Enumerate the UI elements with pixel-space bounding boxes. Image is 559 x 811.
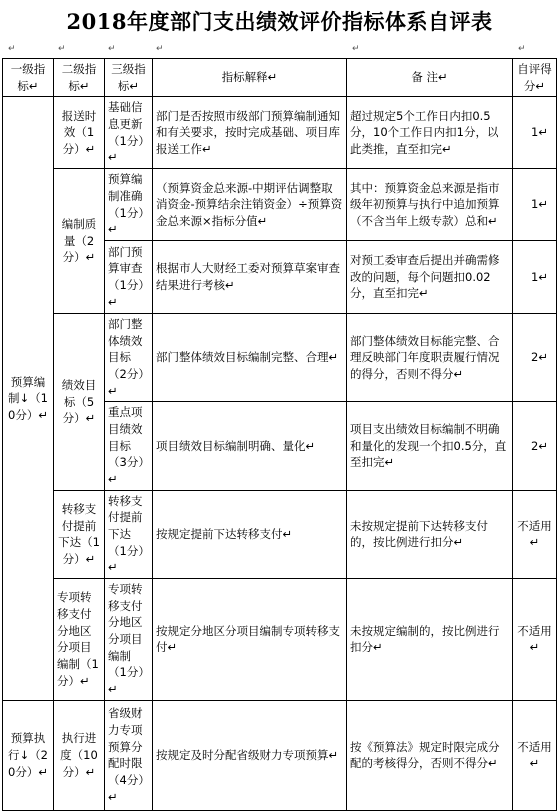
level3-cell: 专项转移支付分地区分项目编制（1分）↵ [105,579,153,701]
note-cell: 部门整体绩效目标能完整、合理反映部门年度职责履行情况的得分，否则不得分↵ [347,314,513,402]
level3-cell: 转移支付提前下达（1分）↵ [105,490,153,578]
score-cell: 1↵ [513,241,557,314]
paragraph-mark: ↵ [8,44,16,54]
explanation-cell: 项目绩效目标编制明确、量化↵ [153,402,347,490]
explanation-cell: 按规定提前下达转移支付↵ [153,490,347,578]
score-cell: 2↵ [513,314,557,402]
explanation-cell: 部门整体绩效目标编制完整、合理↵ [153,314,347,402]
header-note: 备 注↵ [347,59,513,97]
table-row [3,490,557,578]
paragraph-mark: ↵ [518,44,526,54]
table-row [3,169,557,241]
evaluation-table [2,58,557,811]
level3-cell: 基础信息更新（1分）↵ [105,97,153,169]
level3-cell: 预算编制准确（1分）↵ [105,169,153,241]
score-cell: 不适用↵ [513,700,557,810]
paragraph-mark: ↵ [352,44,360,54]
level3-cell: 省级财力专项预算分配时限（4分）↵ [105,700,153,810]
explanation-cell: 部门是否按照市级部门预算编制通知和有关要求，按时完成基础、项目库报送工作↵ [153,97,347,169]
header-level2: 二级指标↵ [54,59,105,97]
header-explanation: 指标解释↵ [153,59,347,97]
table-row [3,579,557,701]
level3-cell: 部门整体绩效目标（2分）↵ [105,314,153,402]
page-title: 2018年度部门支出绩效评价指标体系自评表 [66,9,493,34]
table-row [3,314,557,402]
level3-cell: 部门预算审查（1分）↵ [105,241,153,314]
table-row [3,700,557,810]
level3-cell: 重点项目绩效目标（3分）↵ [105,402,153,490]
note-cell: 对预工委审查后提出并确需修改的问题，每个问题扣0.02分，直至扣完↵ [347,241,513,314]
explanation-cell: 按规定分地区分项目编制专项转移支付↵ [153,579,347,701]
explanation-cell: （预算资金总来源-中期评估调整取消资金-预算结余注销资金）÷预算资金总来源×指标分值↵ [153,169,347,241]
level1-cell: 预算编制↓（10分）↵ [3,97,54,700]
level2-cell: 报送时效（1分）↵ [54,97,105,169]
table-row [3,97,557,169]
score-cell: 1↵ [513,97,557,169]
score-cell: 不适用↵ [513,490,557,578]
level2-cell: 编制质量（2分）↵ [54,169,105,314]
header-level1: 一级指标↵ [3,59,54,97]
score-cell: 2↵ [513,402,557,490]
column-marks [0,44,559,58]
level2-cell: 专项转移支付分地区分项目编制（1分）↵ [54,579,105,701]
level1-cell: 预算执行↓（20分）↵ [3,700,54,810]
note-cell: 未按规定提前下达转移支付的，按比例进行扣分↵ [347,490,513,578]
explanation-cell: 按规定及时分配省级财力专项预算↵ [153,700,347,810]
paragraph-mark: ↵ [58,44,66,54]
score-cell: 不适用↵ [513,579,557,701]
explanation-cell: 根据市人大财经工委对预算草案审查结果进行考核↵ [153,241,347,314]
note-cell: 按《预算法》规定时限完成分配的考核得分，否则不得分↵ [347,700,513,810]
score-cell: 1↵ [513,169,557,241]
header-row [3,59,557,97]
note-cell: 超过规定5个工作日内扣0.5分，10个工作日内扣1分，以此类推，直至扣完↵ [347,97,513,169]
note-cell: 未按规定编制的，按比例进行扣分↵ [347,579,513,701]
level2-cell: 转移支付提前下达（1分）↵ [54,490,105,578]
note-cell: 其中：预算资金总来源是指市级年初预算与执行中追加预算（不含当年上级专款）总和↵ [347,169,513,241]
header-score: 自评得分↵ [513,59,557,97]
level2-cell: 执行进度（10分）↵ [54,700,105,810]
paragraph-mark: ↵ [156,44,164,54]
header-level3: 三级指标↵ [105,59,153,97]
level2-cell: 绩效目标（5分）↵ [54,314,105,491]
paragraph-mark: ↵ [108,44,116,54]
note-cell: 项目支出绩效目标编制不明确和量化的发现一个扣0.5分，直至扣完↵ [347,402,513,490]
